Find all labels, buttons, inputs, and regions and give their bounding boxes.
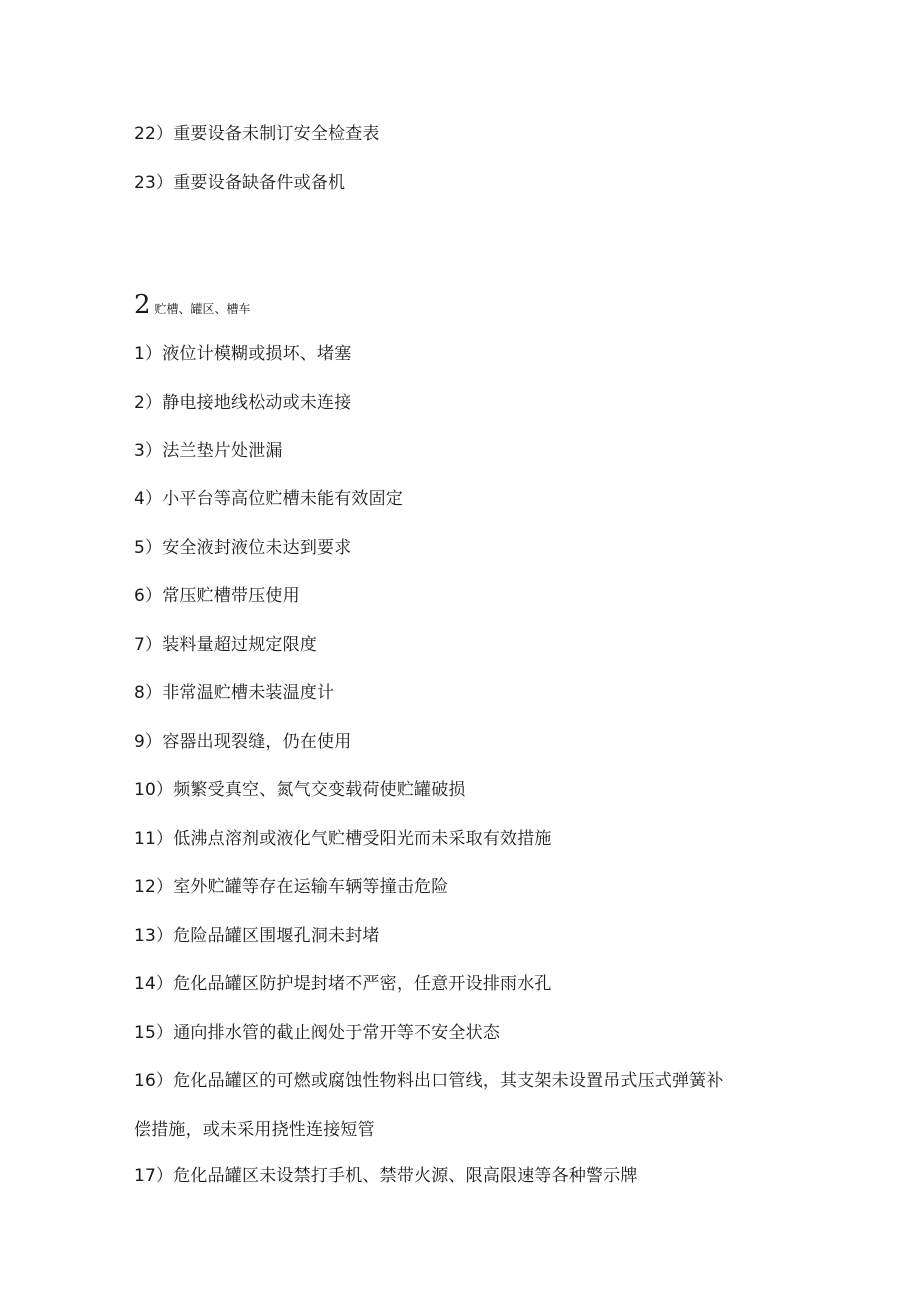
list-item-22: 22）重要设备未制订安全检查表 (134, 124, 380, 144)
list-item-17: 17）危化品罐区未设禁打手机、禁带火源、限高限速等各种警示牌 (134, 1166, 638, 1186)
list-item-14: 14）危化品罐区防护堤封堵不严密，任意开设排雨水孔 (134, 974, 552, 994)
list-item-1: 1）液位计模糊或损坏、堵塞 (134, 344, 352, 364)
list-item-12: 12）室外贮罐等存在运输车辆等撞击危险 (134, 877, 449, 897)
list-item-16: 16）危化品罐区的可燃或腐蚀性物料出口管线，其支架未设置吊式压式弹簧补 (134, 1071, 724, 1091)
list-item-3: 3）法兰垫片处泄漏 (134, 441, 283, 461)
section-heading (134, 290, 251, 324)
section-title: 贮槽、罐区、槽车 (154, 302, 251, 316)
section-number: 2 (134, 290, 151, 320)
list-item-2: 2）静电接地线松动或未连接 (134, 393, 352, 413)
list-item-5: 5）安全液封液位未达到要求 (134, 538, 352, 558)
list-item-16-continued: 偿措施，或未采用挠性连接短管 (134, 1120, 375, 1140)
list-item-7: 7）装料量超过规定限度 (134, 635, 318, 655)
list-item-13: 13）危险品罐区围堰孔洞未封堵 (134, 926, 380, 946)
list-item-23: 23）重要设备缺备件或备机 (134, 173, 346, 193)
list-item-10: 10）频繁受真空、氮气交变载荷使贮罐破损 (134, 780, 466, 800)
list-item-15: 15）通向排水管的截止阀处于常开等不安全状态 (134, 1023, 501, 1043)
list-item-9: 9）容器出现裂缝，仍在使用 (134, 732, 352, 752)
list-item-8: 8）非常温贮槽未装温度计 (134, 683, 335, 703)
list-item-6: 6）常压贮槽带压使用 (134, 586, 300, 606)
list-item-4: 4）小平台等高位贮槽未能有效固定 (134, 489, 404, 509)
list-item-11: 11）低沸点溶剂或液化气贮槽受阳光而未采取有效措施 (134, 829, 552, 849)
